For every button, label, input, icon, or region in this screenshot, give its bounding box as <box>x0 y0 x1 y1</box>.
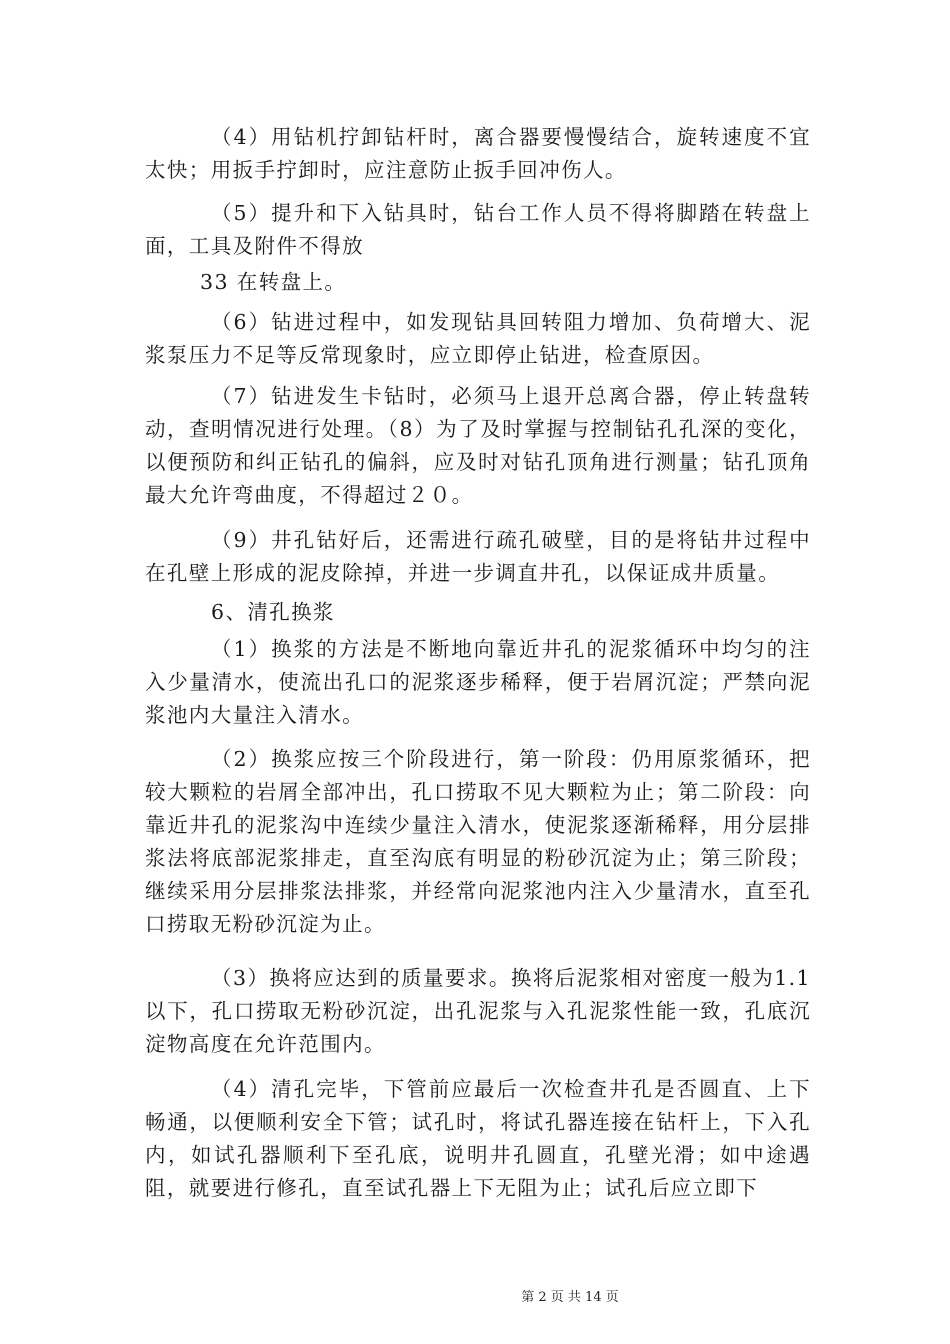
paragraph-2-slurry-stages: （2）换浆应按三个阶段进行，第一阶段：仍用原浆循环，把较大颗粒的岩屑全部冲出，孔口捞取不见大颗粒为止；第二阶段：向靠近井孔的泥浆沟中连续少量注入清水，使泥浆逐渐稀释，用分层排浆法将底部泥浆排走，直至沟底有明显的粉砂沉淀为止；第三阶段；继续采用分层排浆法排浆，并经常向泥浆池内注入少量清水，直至孔口捞取无粉砂沉淀为止。 <box>145 747 811 936</box>
paragraph-6-drilling: （6）钻进过程中，如发现钻具回转阻力增加、负荷增大、泥浆泵压力不足等反常现象时，应立即停止钻进，检查原因。 <box>145 310 811 367</box>
paragraph-4-inspection: （4）清孔完毕，下管前应最后一次检查井孔是否圆直、上下畅通，以便顺利安全下管；试孔时，将试孔器连接在钻杆上，下入孔内，如试孔器顺利下至孔底，说明井孔圆直，孔壁光滑；如中途遇阻，就要进行修孔，直至试孔器上下无阻为止；试孔后应立即下 <box>145 1077 811 1200</box>
section-heading-hole-cleaning: 6、清孔换浆 <box>211 600 335 624</box>
paragraph-7-stuck-drill: （7）钻进发生卡钻时，必须马上退开总离合器，停止转盘转动，查明情况进行处理。（8）为了及时掌握与控制钻孔孔深的变化，以便预防和纠正钻孔的偏斜，应及时对钻孔顶角进行测量；钻孔顶角最大允许弯曲度，不得超过２０。 <box>145 384 811 507</box>
page-footer <box>0 1286 950 1305</box>
paragraph-3-quality: （3）换将应达到的质量要求。换将后泥浆相对密度一般为1.1以下，孔口捞取无粉砂沉淀，出孔泥浆与入孔泥浆性能一致，孔底沉淀物高度在允许范围内。 <box>145 966 811 1056</box>
paragraph-9-hole-finishing: （9）井孔钻好后，还需进行疏孔破壁，目的是将钻井过程中在孔壁上形成的泥皮除掉，并进一步调直井孔，以保证成井质量。 <box>145 528 811 585</box>
paragraph-5-lifting: （5）提升和下入钻具时，钻台工作人员不得将脚踏在转盘上面，工具及附件不得放 <box>145 201 811 258</box>
paragraph-1-slurry-method: （1）换浆的方法是不断地向靠近井孔的泥浆循环中均匀的注入少量清水，使流出孔口的泥浆逐步稀释，便于岩屑沉淀；严禁向泥浆池内大量注入清水。 <box>145 637 811 727</box>
page-number: 第 2 页 共 14 页 <box>521 1290 619 1305</box>
paragraph-4-unscrewing: （4）用钻机拧卸钻杆时，离合器要慢慢结合，旋转速度不宜太快；用扳手拧卸时，应注意防止扳手回冲伤人。 <box>145 125 811 182</box>
paragraph-5-continued: 33 在转盘上。 <box>200 270 347 294</box>
